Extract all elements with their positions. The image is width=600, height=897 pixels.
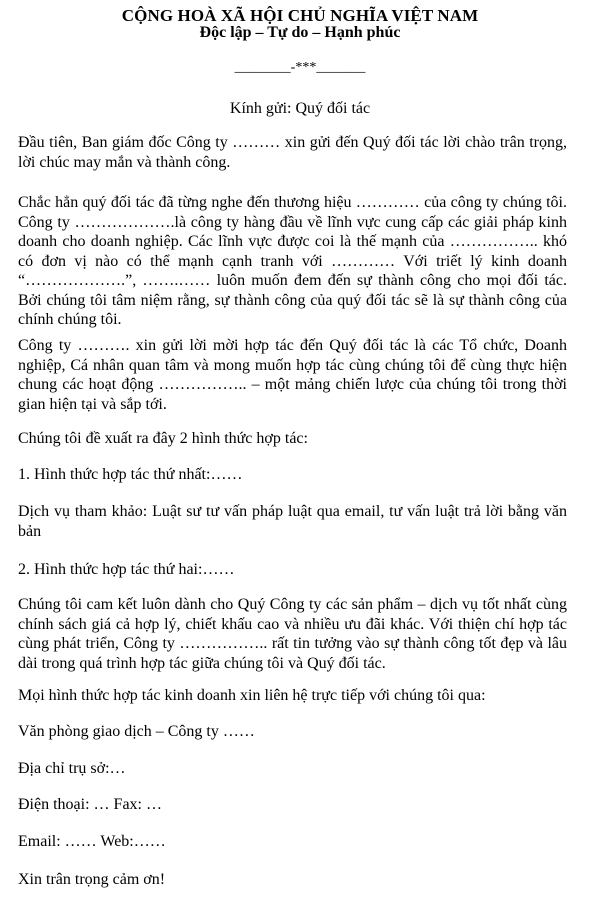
office-line [18,722,567,742]
contact-intro-text: Mọi hình thức hợp tác kinh doanh xin liên hệ trực tiếp với chúng tôi qua: [18,687,486,704]
paragraph-forms-intro-text: Chúng tôi đề xuất ra đây 2 hình thức hợp tác: [18,430,308,447]
email-web-line-text: Email: …… Web:…… [18,833,166,850]
office-line-text: Văn phòng giao dịch – Công ty …… [18,723,255,740]
form2-title-text: 2. Hình thức hợp tác thứ hai:…… [18,561,235,578]
closing-line-text: Xin trân trọng cảm ơn! [18,871,166,888]
separator: ________-***_______ [234,60,366,75]
form2-title [18,560,567,580]
paragraph-commitment [18,595,567,673]
form1-body [18,502,567,541]
contact-intro [18,686,567,706]
paragraph-brand [18,193,567,330]
paragraph-forms-intro [18,429,567,449]
paragraph-intro-text: Đầu tiên, Ban giám đốc Công ty ……… xin gửi đến Quý đối tác lời chào trân trọng, lời chúc may mắn và thành công. [18,134,567,171]
email-web-line [18,832,567,852]
address-line [18,759,567,779]
paragraph-commitment-text: Chúng tôi cam kết luôn dành cho Quý Công ty các sản phẩm – dịch vụ tốt nhất cùng chính sách giá cả hợp lý, chiết khấu cao và nhiều ưu đãi khác. Với thiện chí hợp tác cùng phát triển, Công ty …………….. rất tin tưởng vào sự thành công tốt đẹp và lâu dài trong quá trình hợp tác giữa chúng tôi và Quý đối tác. [18,596,567,672]
address-line-text: Địa chỉ trụ sở:… [18,760,126,777]
phone-fax-line [18,795,567,815]
phone-fax-line-text: Điện thoại: … Fax: … [18,796,162,813]
paragraph-brand-text: Chắc hẳn quý đối tác đã từng nghe đến thương hiệu ………… của công ty chúng tôi. Công ty ……………….là công ty hàng đầu về lĩnh vực cung cấp các giải pháp kinh doanh cho doanh nghiệp. Các lĩnh vực được coi là thế mạnh của …………….. khó có đơn vị nào có thể mạnh cạnh tranh với ………… Với triết lý kinh doanh “……………….”, …….…… luôn muốn đem đến sự thành công cho mọi đối tác. Bởi chúng tôi tâm niệm rằng, sự thành công của quý đối tác sẽ là sự thành công của chính chúng tôi. [18,194,567,328]
closing-line [18,870,567,890]
form1-title-text: 1. Hình thức hợp tác thứ nhất:…… [18,466,243,483]
paragraph-invitation [18,336,567,414]
salutation: Kính gửi: Quý đối tác [229,100,371,117]
paragraph-invitation-text: Công ty ………. xin gửi lời mời hợp tác đến Quý đối tác là các Tổ chức, Doanh nghiệp, Cá nhân quan tâm và mong muốn hợp tác cùng chúng tôi để cùng thực hiện chung các hoạt động …………….. – một mảng chiến lược của chúng tôi trong thời gian hiện tại và sắp tới. [18,337,567,413]
form1-title [18,465,567,485]
national-title: CỘNG HOÀ XÃ HỘI CHỦ NGHĨA VIỆT NAM [121,6,479,25]
motto: Độc lập – Tự do – Hạnh phúc [199,24,401,41]
paragraph-intro [18,133,567,172]
form1-body-text: Dịch vụ tham khảo: Luật sư tư vấn pháp luật qua email, tư vấn luật trả lời bằng văn bản [18,503,567,540]
